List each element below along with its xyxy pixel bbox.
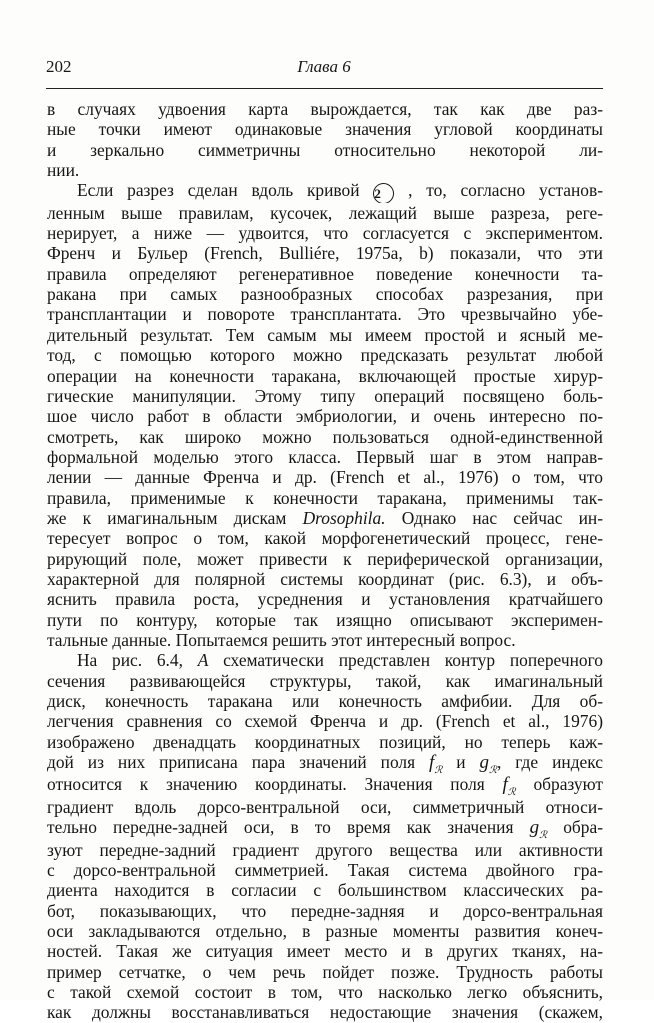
line-part: Однако нас сейчас ин- <box>385 507 603 528</box>
chapter-title: Глава 6 <box>297 57 351 76</box>
text-line: легчения сравнения со схемой Френча и др. (French et al., 1976) <box>47 711 603 732</box>
line-part: схематически представлен контур поперечного <box>208 650 603 671</box>
line-part: , то, согласно установ- <box>394 180 603 201</box>
text-line: и зеркально симметричны относительно некоторой ли- <box>47 139 603 160</box>
figure-panel-label: А <box>197 650 209 671</box>
text-line: ленным выше правилам, кусочек, лежащий выше разреза, реге- <box>47 202 603 223</box>
text-line: шое число работ в области эмбриологии, и очень интересно по- <box>47 406 603 427</box>
body-text <box>47 99 603 1023</box>
curve-2-marker: 2 <box>373 183 394 202</box>
line-part: , где индекс <box>497 752 603 773</box>
line-part: обра- <box>547 817 603 838</box>
text-line <box>47 752 603 774</box>
text-line: формальной моделью этого класса. Первый шаг в этом направ- <box>47 446 603 467</box>
text-line: градиент вдоль дорсо-вентральной оси, симметричный относи- <box>47 796 603 817</box>
text-line <box>47 508 603 528</box>
field-f-symbol: f <box>429 752 435 774</box>
text-line: тальные данные. Попытаемся решить этот интересный вопрос. <box>47 629 516 650</box>
field-g-symbol: g <box>529 817 540 839</box>
text-line: пути по контуру, которые так изящно описывают эксперимен- <box>47 609 603 630</box>
text-line <box>47 817 603 839</box>
text-line: диск, конечность таракана или конечность амфибии. Для об- <box>47 691 603 712</box>
text-line: трансплантации и повороте трансплантата. Это чрезвычайно убе- <box>47 304 603 325</box>
text-line: гические манипуляции. Этому типу операций посвящено боль- <box>47 385 603 406</box>
line-part: дой из них приписана пара значений поля <box>47 752 430 773</box>
field-subscript: ℛ <box>539 830 548 840</box>
text-line: правила определяют регенеративное поведение конечности та- <box>47 263 603 284</box>
line-part: относится к значению координаты. Значения поля <box>47 774 503 795</box>
text-line: с дорсо-вентральной симметрией. Такая система двойного гра- <box>47 859 603 880</box>
text-line <box>47 650 603 670</box>
field-subscript: ℛ <box>434 765 443 775</box>
text-line: ракана при самых разнообразных способах разрезания, при <box>47 284 603 305</box>
text-line: тересует вопрос о том, какой морфогенетический процесс, гене- <box>47 528 603 549</box>
line-part: образуют <box>515 774 603 795</box>
text-line: лении — данные Френча и др. (French et al., 1976) о том, что <box>47 467 603 488</box>
text-line: зуют передне-задний градиент другого вещества или активности <box>47 839 603 860</box>
line-part: и <box>442 752 480 773</box>
text-line: пример сетчатке, о чем речь пойдет позже. Трудность работы <box>47 961 603 982</box>
text-line <box>47 180 603 202</box>
line-part: На рис. 6.4, <box>77 650 198 671</box>
text-line: дительный результат. Тем самым мы имеем простой и ясный ме- <box>47 324 603 345</box>
text-line <box>47 774 603 796</box>
text-line: с такой схемой состоит в том, что насколько легко объяснить, <box>47 981 603 1002</box>
text-line: Френч и Бульер (French, Bulliére, 1975a, b) показали, что эти <box>47 243 603 264</box>
text-line: ные точки имеют одинаковые значения угловой координаты <box>47 119 603 140</box>
text-line: нии. <box>47 160 80 181</box>
text-line: характерной для полярной системы координат (рис. 6.3), и объ- <box>47 568 603 589</box>
text-line: тод, с помощью которого можно предсказать результат любой <box>47 345 603 366</box>
text-line: правила, применимые к конечности таракана, применимы так- <box>47 487 603 508</box>
text-line: в случаях удвоения карта вырождается, так как две раз- <box>47 99 603 119</box>
text-line: как должны восстанавливаться недостающие значения (скажем, <box>47 1002 603 1023</box>
italic-term: Drosophila. <box>302 507 386 528</box>
text-line: сечения развивающейся структуры, такой, как имагинальный <box>47 670 603 691</box>
line-part: же к имагинальным дискам <box>47 507 303 528</box>
page-number: 202 <box>46 57 72 76</box>
header-rule <box>46 88 603 89</box>
field-subscript: ℛ <box>507 787 516 797</box>
text-line: диента находится в согласии с большинством классических ра- <box>47 880 603 901</box>
text-line: ностей. Такая же ситуация имеет место и в других тканях, на- <box>47 941 603 962</box>
field-subscript: ℛ <box>489 765 497 775</box>
line-part: Если разрез сделан вдоль кривой <box>77 180 374 201</box>
text-line: рирующий поле, может привести к периферической организации, <box>47 548 603 569</box>
text-line: нерирует, а ниже — удвоится, что согласуется с экспериментом. <box>47 223 603 244</box>
text-line: бот, показывающих, что передне-задняя и дорсо-вентральная <box>47 900 603 921</box>
text-line: смотреть, как широко можно пользоваться одной-единственной <box>47 426 603 447</box>
text-line: яснить правила роста, усреднения и установления кратчайшего <box>47 589 603 610</box>
text-line: операции на конечности таракана, включающей простые хирур- <box>47 365 603 386</box>
text-line: оси закладываются отдельно, в разные моменты развития конеч- <box>47 920 603 941</box>
line-part: тельно передне-задней оси, в то время как значения <box>47 817 530 838</box>
field-g-symbol: g <box>479 752 490 774</box>
field-f-symbol: f <box>502 774 508 796</box>
running-header <box>46 57 602 81</box>
text-line: изображено двенадцать координатных позиций, но теперь каж- <box>47 731 603 752</box>
